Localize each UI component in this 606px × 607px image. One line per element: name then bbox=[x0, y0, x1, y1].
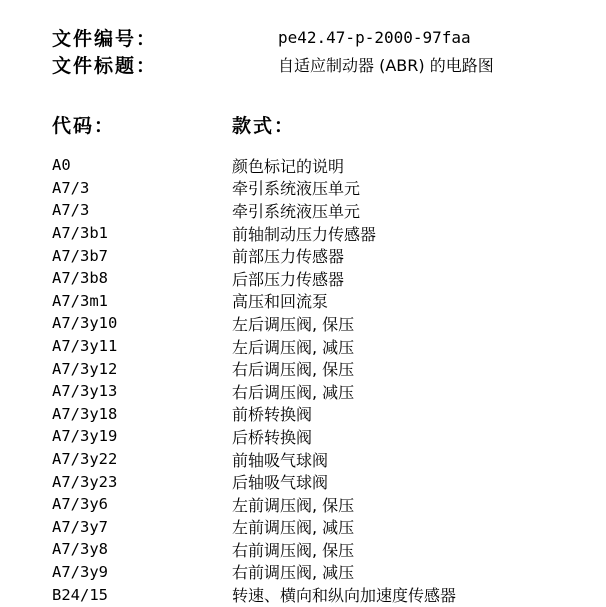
file-number-row bbox=[52, 24, 494, 51]
component-description: 后部压力传感器 bbox=[232, 269, 345, 289]
list-item bbox=[52, 493, 456, 516]
list-item bbox=[52, 290, 456, 313]
component-description: 右前调压阀, 减压 bbox=[232, 563, 355, 583]
component-code: A7/3y19 bbox=[52, 427, 118, 446]
component-code: A7/3y13 bbox=[52, 382, 118, 401]
list-item bbox=[52, 222, 456, 245]
list-item bbox=[52, 448, 456, 471]
list-item bbox=[52, 267, 456, 290]
component-code: A7/3y7 bbox=[52, 517, 108, 536]
component-code: A7/3b8 bbox=[52, 269, 108, 288]
code-list bbox=[52, 154, 456, 606]
component-code: A7/3b7 bbox=[52, 246, 108, 265]
list-item bbox=[52, 583, 456, 606]
component-code: A7/3y12 bbox=[52, 359, 118, 378]
component-code: A0 bbox=[52, 156, 71, 175]
component-description: 左前调压阀, 减压 bbox=[232, 518, 355, 538]
component-code: A7/3y6 bbox=[52, 495, 108, 514]
list-item bbox=[52, 154, 456, 177]
component-description: 后轴吸气球阀 bbox=[232, 473, 329, 493]
column-headers bbox=[52, 110, 295, 138]
list-item bbox=[52, 561, 456, 584]
component-code: A7/3 bbox=[52, 201, 90, 220]
component-code: A7/3y11 bbox=[52, 337, 118, 356]
component-description: 转速、横向和纵向加速度传感器 bbox=[232, 586, 457, 606]
component-description: 前轴吸气球阀 bbox=[232, 450, 329, 470]
component-description: 后桥转换阀 bbox=[232, 427, 313, 447]
list-item bbox=[52, 177, 456, 200]
list-item bbox=[52, 425, 456, 448]
component-description: 右前调压阀, 保压 bbox=[232, 540, 355, 560]
component-description: 前轴制动压力传感器 bbox=[232, 224, 377, 244]
component-description: 高压和回流泵 bbox=[232, 292, 329, 312]
component-code: A7/3m1 bbox=[52, 291, 108, 310]
component-description: 牵引系统液压单元 bbox=[232, 179, 361, 199]
component-code: A7/3y9 bbox=[52, 562, 108, 581]
file-title-row bbox=[52, 51, 494, 78]
component-code: A7/3y18 bbox=[52, 404, 118, 423]
list-item bbox=[52, 335, 456, 358]
file-number-value: pe42.47-p-2000-97faa bbox=[278, 28, 471, 47]
component-description: 右后调压阀, 减压 bbox=[232, 382, 355, 402]
component-code: A7/3b1 bbox=[52, 224, 108, 243]
document-header bbox=[52, 24, 494, 78]
component-description: 左前调压阀, 保压 bbox=[232, 495, 355, 515]
component-description: 右后调压阀, 保压 bbox=[232, 360, 355, 380]
list-item bbox=[52, 403, 456, 426]
component-description: 左后调压阀, 减压 bbox=[232, 337, 355, 357]
component-description: 颜色标记的说明 bbox=[232, 156, 345, 176]
component-code: A7/3y8 bbox=[52, 540, 108, 559]
list-item bbox=[52, 199, 456, 222]
list-item bbox=[52, 312, 456, 335]
list-item bbox=[52, 380, 456, 403]
component-code: A7/3y10 bbox=[52, 314, 118, 333]
style-column-header: 款式： bbox=[232, 114, 296, 137]
component-description: 牵引系统液压单元 bbox=[232, 201, 361, 221]
file-number-label: 文件编号： bbox=[52, 28, 158, 50]
component-description: 前部压力传感器 bbox=[232, 247, 345, 267]
component-code: B24/15 bbox=[52, 585, 108, 604]
component-description: 前桥转换阀 bbox=[232, 405, 313, 425]
list-item bbox=[52, 470, 456, 493]
component-code: A7/3y23 bbox=[52, 472, 118, 491]
component-code: A7/3 bbox=[52, 178, 90, 197]
list-item bbox=[52, 357, 456, 380]
component-description: 左后调压阀, 保压 bbox=[232, 314, 355, 334]
file-title-label: 文件标题： bbox=[52, 55, 158, 77]
list-item bbox=[52, 538, 456, 561]
list-item bbox=[52, 244, 456, 267]
list-item bbox=[52, 516, 456, 539]
code-column-header: 代码： bbox=[52, 114, 116, 137]
file-title-value: 自适应制动器 (ABR) 的电路图 bbox=[278, 56, 494, 75]
component-code: A7/3y22 bbox=[52, 450, 118, 469]
